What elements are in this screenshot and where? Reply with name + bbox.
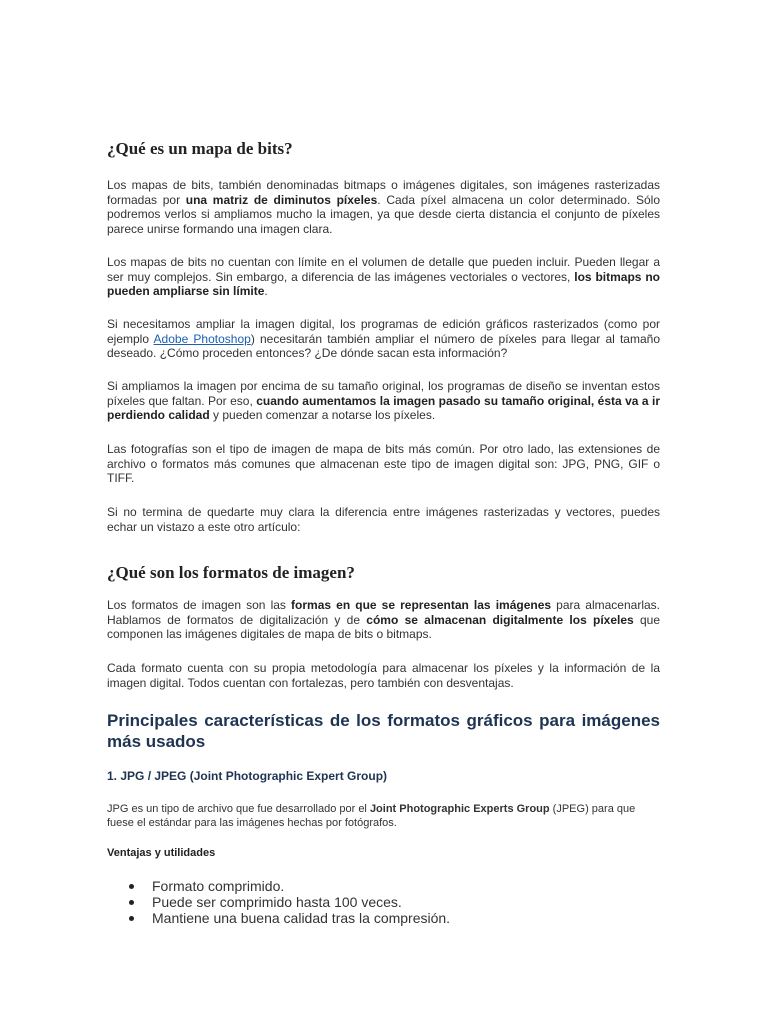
text-run: Si ampliamos la imagen por encima de su tamaño original, los programas de diseño se inventan estos píxeles que faltan. Por eso,	[107, 379, 660, 408]
paragraph-formatos-definicion	[107, 598, 660, 642]
list-item: Formato comprimido.	[127, 878, 450, 894]
text-run: (JPEG) para que fuese el estándar para las imágenes hechas por fotógrafos.	[107, 803, 636, 829]
heading-mapa-de-bits: ¿Qué es un mapa de bits?	[107, 139, 293, 158]
paragraph-bitmaps-intro	[107, 178, 660, 236]
text-run: ) necesitarán también ampliar el número de píxeles para llegar al tamaño deseado. ¿Cómo proceden entonces? ¿De dónde sacan esta información?	[107, 331, 660, 360]
list-item: Puede ser comprimido hasta 100 veces.	[127, 894, 450, 910]
text-run: y pueden comenzar a notarse los píxeles.	[209, 408, 436, 422]
paragraph-fotografias	[107, 442, 660, 486]
text-run: Si necesitamos ampliar la imagen digital, los programas de edición gráficos rasterizados (como por ejemplo	[107, 317, 660, 346]
paragraph-otro-articulo	[107, 505, 660, 534]
heading-jpg: 1. JPG / JPEG (Joint Photographic Expert Group)	[107, 769, 388, 783]
paragraph-ampliar-imagen	[107, 317, 660, 361]
paragraph-bitmaps-limit	[107, 255, 660, 299]
ventajas-list	[127, 878, 450, 926]
bold-text: una matriz de diminutos píxeles	[185, 192, 378, 207]
text-run: Los mapas de bits, también denominadas bitmaps o imágenes digitales, son imágenes rasterizadas formadas por	[107, 178, 660, 207]
bullet-icon	[129, 884, 134, 889]
heading-ventajas: Ventajas y utilidades	[107, 847, 216, 859]
paragraph-jpg-description	[107, 802, 660, 830]
text-run: Los mapas de bits no cuentan con límite en el volumen de detalle que pueden incluir. Pueden llegar a ser muy complejos. Sin embargo, a diferencia de las imágenes vectoriales o vectores,	[107, 255, 660, 284]
text-run: JPG es un tipo de archivo que fue desarrollado por el	[107, 803, 370, 815]
bold-text: formas en que se representan las imágenes	[291, 598, 552, 612]
text-run: Los formatos de imagen son las	[107, 598, 292, 612]
bold-text: Joint Photographic Experts Group	[369, 803, 550, 815]
bold-text: cuando aumentamos la imagen pasado su tamaño original, ésta va a ir perdiendo calidad	[107, 393, 660, 422]
text-run: .	[264, 284, 268, 298]
paragraph-metodologia	[107, 661, 660, 690]
bullet-icon	[129, 900, 134, 905]
text-run: . Cada píxel almacena un color determinado. Sólo podremos verlos si ampliamos mucho la imagen, ya que desde cierta distancia el conjunto de píxeles parece unirse formando una imagen clara.	[107, 192, 660, 236]
text-run: para almacenarlas. Hablamos de formatos de digitalización y de	[107, 598, 660, 627]
bold-text: los bitmaps no pueden ampliarse sin límite	[107, 269, 660, 298]
text-run: Si no termina de quedarte muy clara la diferencia entre imágenes rasterizadas y vectores, puedes echar un vistazo a este otro artículo:	[107, 505, 660, 534]
heading-principales-caracteristicas: Principales características de los formatos gráficos para imágenes más usados	[107, 711, 660, 751]
text-run: Cada formato cuenta con su propia metodología para almacenar los píxeles y la información de la imagen digital. Todos cuentan con fortalezas, pero también con desventajas.	[107, 661, 660, 690]
list-item: Mantiene una buena calidad tras la compresión.	[127, 910, 450, 926]
heading-formatos-imagen: ¿Qué son los formatos de imagen?	[107, 563, 355, 582]
bold-text: cómo se almacenan digitalmente los píxeles	[366, 612, 634, 627]
inline-link[interactable]: Adobe Photoshop	[153, 331, 251, 346]
text-run: que componen las imágenes digitales de mapa de bits o bitmaps.	[107, 612, 661, 641]
text-run: Las fotografías son el tipo de imagen de mapa de bits más común. Por otro lado, las extensiones de archivo o formatos más comunes que almacenan este tipo de imagen digital son: JPG, PNG, GIF o TIFF.	[107, 442, 660, 485]
bullet-icon	[129, 916, 134, 921]
paragraph-pierde-calidad	[107, 379, 660, 423]
